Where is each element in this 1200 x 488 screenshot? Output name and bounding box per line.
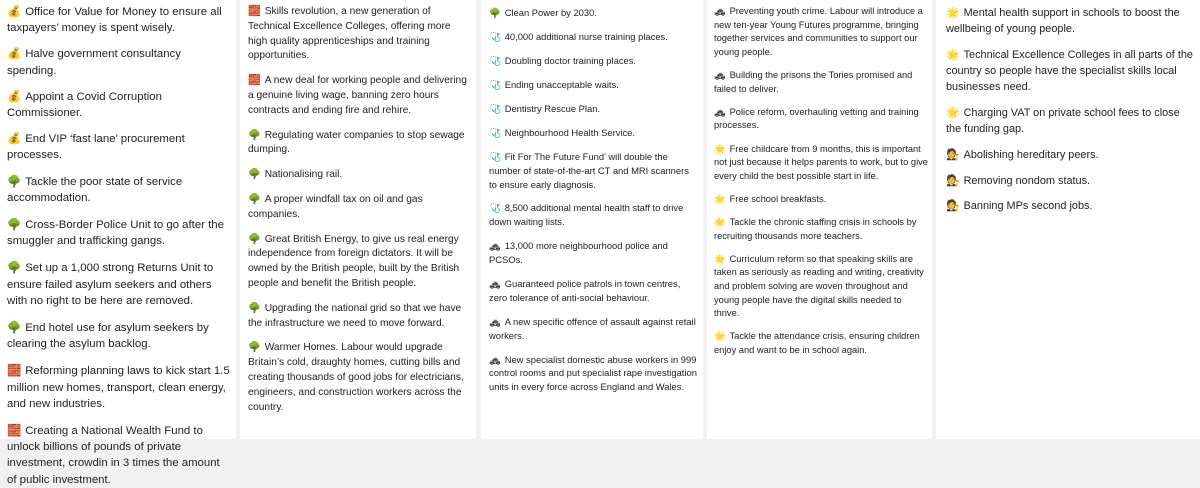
policy-text: Nationalising rail. [264, 169, 343, 181]
policy-item [489, 150, 699, 191]
bullet-emoji-icon: 🌟 [714, 217, 726, 228]
policy-item [946, 47, 1196, 96]
bullet-emoji-icon: 🌳 [248, 169, 261, 181]
column-2 [240, 0, 476, 439]
policy-item [248, 5, 472, 64]
bullet-emoji-icon: 🚓 [489, 353, 501, 365]
policy-text: Creating a National Wealth Fund to unlock billions of pounds of private investment, crowdin in 3 times the amount of public investment. [7, 425, 220, 486]
policy-text: Halve government consultancy spending. [7, 48, 181, 77]
policy-text: Mental health support in schools to boost the wellbeing of young people. [946, 7, 1180, 36]
bullet-emoji-icon: 🧱 [248, 75, 261, 87]
bullet-emoji-icon: 🌟 [946, 7, 960, 19]
policy-item [714, 69, 928, 96]
policy-item [489, 126, 699, 140]
policy-text: End VIP ‘fast lane’ procurement processes. [7, 133, 185, 162]
policy-text: Police reform, overhauling vetting and training processes. [714, 106, 919, 131]
bullet-emoji-icon: 🧑‍⚖️ [946, 174, 960, 187]
policy-text: A proper windfall tax on oil and gas companies. [248, 193, 423, 220]
policy-item [714, 253, 928, 321]
policy-item [7, 46, 230, 78]
policy-item [7, 423, 230, 488]
bullet-emoji-icon: 🌳 [489, 7, 501, 18]
bullet-emoji-icon: 🧑‍⚖️ [946, 148, 960, 161]
policy-text: Warmer Homes. Labour would upgrade Britain’s cold, draughty homes, cutting bills and creating thousands of good jobs for electricians, engineers, and construction workers across the country. [248, 342, 464, 413]
bullet-emoji-icon: 🚓 [489, 278, 501, 290]
policy-item [489, 353, 699, 394]
bullet-emoji-icon: 💰 [7, 133, 22, 146]
bullet-emoji-icon: 🌟 [714, 193, 726, 204]
policy-text: Office for Value for Money to ensure all taxpayers’ money is spent wisely. [7, 6, 222, 35]
bullet-emoji-icon: 🌳 [248, 302, 261, 314]
policy-item [248, 193, 472, 223]
bullet-emoji-icon: 🚓 [489, 315, 501, 327]
policy-text: Guaranteed police patrols in town centres, zero tolerance of anti-social behaviour. [489, 278, 681, 303]
policy-text: Abolishing hereditary peers. [963, 148, 1099, 161]
policy-item [714, 106, 928, 133]
policy-item [489, 6, 699, 20]
policy-text: Reforming planning laws to kick start 1.5 million new homes, transport, clean energy, and new industries. [7, 365, 230, 410]
policy-item [7, 4, 230, 36]
bullet-emoji-icon: 🌟 [714, 331, 726, 342]
bullet-emoji-icon: 🌳 [7, 262, 22, 275]
policy-item [489, 102, 699, 116]
policy-text: Set up a 1,000 strong Returns Unit to ensure failed asylum seekers and others with no right to be here are removed. [7, 262, 214, 307]
bullet-emoji-icon: 🌟 [946, 107, 960, 120]
policy-item [248, 168, 472, 183]
policy-item [7, 217, 230, 249]
policy-text: New specialist domestic abuse workers in 999 control rooms and put specialist rape investigation units in every force across England and Wales. [489, 353, 697, 393]
bullet-emoji-icon: 💰 [7, 90, 22, 103]
bullet-emoji-icon: 🩺 [489, 202, 501, 214]
bullet-emoji-icon: 🌳 [248, 342, 261, 354]
bullet-emoji-icon: 🧱 [248, 6, 261, 17]
policy-text: Ending unacceptable waits. [504, 78, 619, 90]
policy-item [248, 129, 472, 159]
policy-text: A new specific offence of assault against retail workers. [489, 315, 696, 341]
policy-text: Removing nondom status. [963, 174, 1091, 187]
policy-text: Dentistry Rescue Plan. [504, 102, 601, 114]
bullet-emoji-icon: 🩺 [489, 54, 501, 66]
policy-item [489, 277, 699, 305]
policy-text: Skills revolution, a new generation of Technical Excellence Colleges, offering more high quality apprenticeships and training opportunities. [248, 6, 451, 62]
policy-item [946, 173, 1196, 189]
policy-item [489, 315, 699, 343]
policy-text: Regulating water companies to stop sewage dumping. [248, 129, 465, 156]
policy-text: Upgrading the national grid so that we have the infrastructure we need to move forward. [248, 302, 462, 329]
bullet-emoji-icon: 🚓 [714, 6, 726, 16]
policy-text: Clean Power by 2030. [504, 7, 597, 18]
policy-item [7, 131, 230, 163]
policy-item [714, 143, 928, 184]
policy-item [489, 54, 699, 68]
bullet-emoji-icon: 🌳 [7, 219, 22, 232]
column-5 [936, 0, 1200, 439]
bullet-emoji-icon: 🌟 [714, 253, 726, 264]
policy-item [489, 201, 699, 229]
policy-text: Tackle the chronic staffing crisis in schools by recruiting thousands more teachers. [714, 217, 917, 241]
bullet-emoji-icon: 🚓 [714, 106, 726, 117]
policy-item [248, 341, 472, 415]
bullet-emoji-icon: 🩺 [489, 150, 501, 162]
policy-text: 8,500 additional mental health staff to drive down waiting lists. [489, 202, 684, 228]
policy-item [489, 239, 699, 267]
policy-text: Technical Excellence Colleges in all parts of the country so people have the specialist skills local businesses need. [946, 48, 1193, 94]
policy-text: Great British Energy, to give us real energy independence from foreign dictators. It will be owned by the British people, built by the British people and benefit the British people. [248, 233, 460, 289]
policy-text: Tackle the attendance crisis, ensuring children enjoy and want to be in school again. [714, 331, 920, 356]
column-4 [707, 0, 932, 439]
bullet-emoji-icon: 🩺 [489, 102, 501, 114]
policy-item [7, 320, 230, 352]
bullet-emoji-icon: 🚓 [714, 69, 726, 80]
bullet-emoji-icon: 🚓 [489, 240, 501, 252]
policy-text: Free school breakfasts. [729, 193, 827, 204]
bullet-emoji-icon: 🧱 [7, 365, 22, 378]
bullet-emoji-icon: 🌳 [248, 129, 261, 141]
policy-text: End hotel use for asylum seekers by clearing the asylum backlog. [7, 322, 209, 351]
policy-item [946, 5, 1196, 37]
policy-text: Free childcare from 9 months, this is important not just because it helps parents to work, but to give every child the best possible start in life. [714, 143, 928, 181]
policy-item [946, 147, 1196, 163]
policy-item [946, 198, 1196, 214]
policy-text: A new deal for working people and delivering a genuine living wage, banning zero hours contracts and ending fire and rehire. [248, 75, 467, 116]
bullet-emoji-icon: 🌳 [248, 233, 261, 245]
policy-item [248, 233, 472, 292]
policy-item [248, 74, 472, 118]
policy-text: Tackle the poor state of service accommodation. [7, 175, 183, 204]
policy-item [714, 330, 928, 357]
policy-text: Charging VAT on private school fees to close the funding gap. [946, 107, 1180, 136]
bullet-emoji-icon: 💰 [7, 48, 22, 61]
policy-text: Cross-Border Police Unit to go after the smuggler and trafficking gangs. [7, 219, 224, 248]
policy-text: Curriculum reform so that speaking skills are taken as seriously as reading and writing, creativity and problem solving are woven throughout and young people have the digital skills needed to thrive. [714, 253, 924, 319]
policy-item [248, 302, 472, 332]
policy-item [489, 78, 699, 92]
bullet-emoji-icon: 🩺 [489, 30, 501, 42]
column-1 [0, 0, 236, 486]
policy-text: 13,000 more neighbourhood police and PCSOs. [489, 240, 668, 266]
policy-item [714, 5, 928, 59]
bullet-emoji-icon: 🧑‍⚖️ [946, 200, 960, 213]
policy-item [7, 260, 230, 309]
bullet-emoji-icon: 🌳 [7, 175, 22, 188]
bullet-emoji-icon: 🌟 [946, 48, 960, 61]
bullet-emoji-icon: 🩺 [489, 78, 501, 90]
policy-text: Banning MPs second jobs. [963, 200, 1093, 213]
policy-item [7, 174, 230, 206]
policy-text: Preventing youth crime. Labour will introduce a new ten-year Young Futures programme, bringing together services and communities to support our young people. [714, 6, 923, 57]
policy-item [946, 105, 1196, 137]
policy-text: Fit For The Future Fund’ will double the number of state-of-the-art CT and MRI scanners to ensure early diagnosis. [489, 150, 689, 190]
bullet-emoji-icon: 🌳 [248, 193, 261, 205]
policy-text: Building the prisons the Tories promised and failed to deliver. [714, 69, 913, 94]
policy-item [714, 193, 928, 207]
policy-text: Appoint a Covid Corruption Commissioner. [7, 90, 162, 120]
policy-item [7, 363, 230, 412]
bullet-emoji-icon: 🌟 [714, 143, 726, 154]
bullet-emoji-icon: 🩺 [489, 126, 501, 138]
policy-text: Doubling doctor training places. [504, 54, 637, 66]
policy-item [489, 30, 699, 44]
policy-item [7, 89, 230, 121]
bullet-emoji-icon: 💰 [7, 6, 22, 18]
policy-item [714, 216, 928, 243]
bullet-emoji-icon: 🌳 [7, 322, 22, 335]
policy-text: 40,000 additional nurse training places. [504, 30, 668, 42]
column-3 [481, 0, 703, 439]
bullet-emoji-icon: 🧱 [7, 425, 22, 438]
policy-text: Neighbourhood Health Service. [504, 126, 635, 138]
